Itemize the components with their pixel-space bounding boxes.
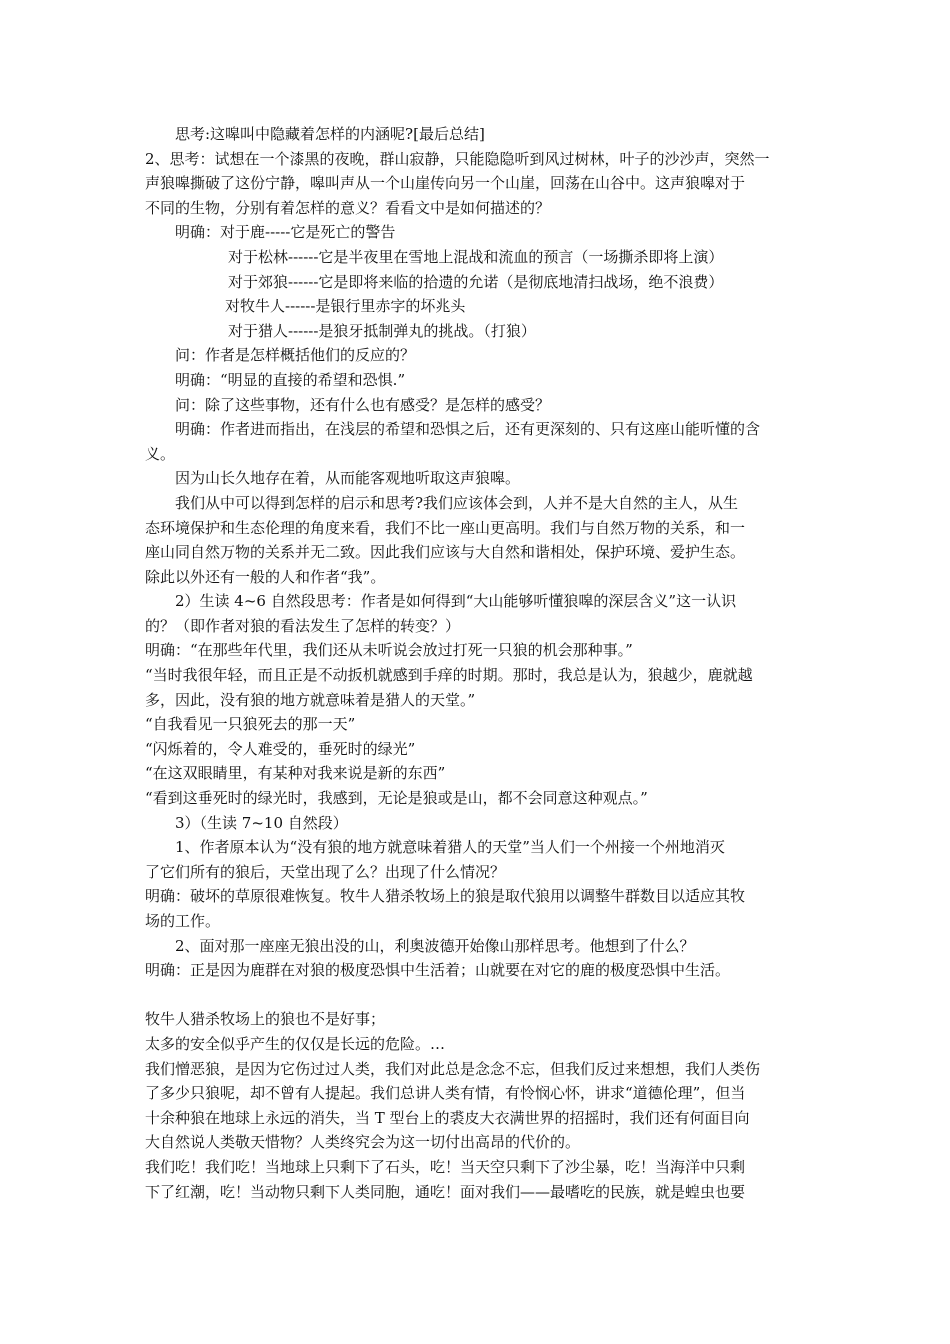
text-line: 我们从中可以得到怎样的启示和思考?我们应该体会到，人并不是大自然的主人，从生	[175, 493, 739, 512]
text-line: 下了红潮，吃！当动物只剩下人类同胞，通吃！面对我们——最嗜吃的民族，就是蝗虫也要	[145, 1182, 746, 1201]
text-line: 2、思考：试想在一个漆黑的夜晚，群山寂静，只能隐隐听到风过树林，叶子的沙沙声，突然一	[145, 149, 770, 168]
text-line: 对于猎人------是狼牙抵制弹丸的挑战。（打狼）	[228, 321, 536, 340]
text-line: “当时我很年轻，而且正是不动扳机就感到手痒的时期。那时，我总是认为，狼越少，鹿就越	[145, 666, 753, 685]
text-line: 明确：正是因为鹿群在对狼的极度恐惧中生活着；山就要在对它的鹿的极度恐惧中生活。	[145, 961, 731, 980]
text-line: 牧牛人猎杀牧场上的狼也不是好事；	[145, 1010, 386, 1029]
text-line: 明确：破坏的草原很难恢复。牧牛人猎杀牧场上的狼是取代狼用以调整牛群数目以适应其牧	[145, 887, 746, 906]
text-line: 不同的生物，分别有着怎样的意义？看看文中是如何描述的？	[145, 198, 551, 217]
text-line: 除此以外还有一般的人和作者“我”。	[145, 567, 386, 586]
text-line: 明确：“在那些年代里，我们还从未听说会放过打死一只狼的机会那种事。”	[145, 641, 633, 660]
text-line: 2、面对那一座座无狼出没的山，利奥波德开始像山那样思考。他想到了什么？	[175, 936, 695, 955]
text-line: 了多少只狼呢，却不曾有人提起。我们总讲人类有情，有怜悯心怀，讲求“道德伦理”，但当	[145, 1084, 746, 1103]
text-line: 大自然说人类敬天惜物？人类终究会为这一切付出高昂的代价的。	[145, 1133, 581, 1152]
text-line: 3）（生读 7~10 自然段）	[175, 813, 348, 832]
text-line: “在这双眼睛里，有某种对我来说是新的东西”	[145, 764, 446, 783]
blank-line	[145, 983, 810, 1008]
text-line: 座山同自然万物的关系并无二致。因此我们应该与大自然和谐相处，保护环境、爱护生态。	[145, 543, 746, 562]
text-line: 思考:这嗥叫中隐藏着怎样的内涵呢?[最后总结]	[175, 125, 485, 143]
text-line: 明确：对于鹿-----它是死亡的警告	[175, 223, 396, 242]
text-line: 1、作者原本认为“没有狼的地方就意味着猎人的天堂”当人们一个州接一个州地消灭	[175, 838, 725, 857]
text-line: 问：作者是怎样概括他们的反应的？	[175, 346, 416, 365]
text-line: 明确：作者进而指出，在浅层的希望和恐惧之后，还有更深刻的、只有这座山能听懂的含	[175, 420, 761, 439]
text-line: 多，因此，没有狼的地方就意味着是猎人的天堂。”	[145, 690, 476, 709]
text-line: 我们吃！我们吃！当地球上只剩下了石头，吃！当天空只剩下了沙尘暴，吃！当海洋中只剩	[145, 1157, 746, 1176]
text-line: 十余种狼在地球上永远的消失，当 T 型台上的裘皮大衣满世界的招摇时，我们还有何面目向	[145, 1108, 750, 1127]
text-line: 的？（即作者对狼的看法发生了怎样的转变？）	[145, 616, 461, 635]
text-line: “看到这垂死时的绿光时，我感到，无论是狼或是山，都不会同意这种观点。”	[145, 789, 648, 808]
text-line: 声狼嗥撕破了这份宁静，嗥叫声从一个山崖传向另一个山崖，回荡在山谷中。这声狼嗥对于	[145, 174, 746, 193]
text-line: 义。	[145, 444, 176, 463]
text-line: 场的工作。	[145, 912, 221, 930]
text-line: 2）生读 4~6 自然段思考：作者是如何得到“大山能够听懂狼嗥的深层含义”这一认识	[175, 592, 737, 611]
text-line: 明确：“明显的直接的希望和恐惧.”	[175, 370, 406, 389]
text-line: 对于郊狼------它是即将来临的拾遗的允诺（是彻底地清扫战场，绝不浪费）	[228, 272, 724, 291]
document-page	[145, 122, 810, 1204]
text-line: 问：除了这些事物，还有什么也有感受？是怎样的感受？	[175, 395, 551, 414]
text-line: “自我看见一只狼死去的那一天”	[145, 715, 356, 734]
text-line: 因为山长久地存在着，从而能客观地听取这声狼嗥。	[175, 469, 521, 488]
text-line: “闪烁着的，令人难受的，垂死时的绿光”	[145, 739, 416, 758]
text-line: 太多的安全似乎产生的仅仅是长远的危险。…	[145, 1034, 446, 1053]
text-line: 了它们所有的狼后，天堂出现了么？出现了什么情况？	[145, 862, 506, 881]
text-line: 我们憎恶狼，是因为它伤过过人类，我们对此总是念念不忘，但我们反过来想想，我们人类伤	[145, 1059, 761, 1078]
text-line: 态环境保护和生态伦理的角度来看，我们不比一座山更高明。我们与自然万物的关系，和一	[145, 518, 746, 537]
text-line: 对牧牛人------是银行里赤字的坏兆头	[225, 297, 466, 316]
text-line: 对于松林------它是半夜里在雪地上混战和流血的预言（一场撕杀即将上演）	[228, 247, 724, 266]
